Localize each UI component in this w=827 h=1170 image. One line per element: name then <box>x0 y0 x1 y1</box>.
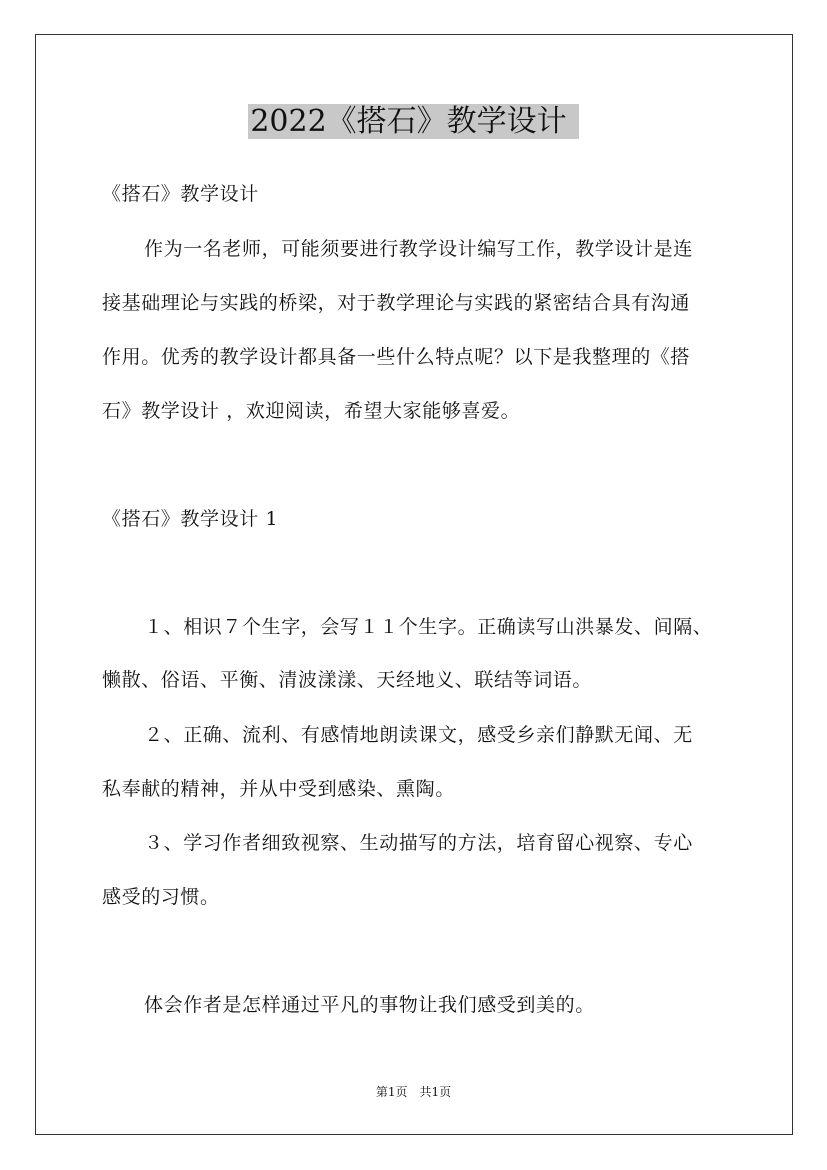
goal-line: 懒散、俗语、平衡、清波漾漾、天经地义、联结等词语。 <box>102 669 593 691</box>
goal-line: 私奉献的精神，并从中受到感染、熏陶。 <box>102 778 455 800</box>
goal-line: 感受的习惯。 <box>102 886 220 908</box>
intro-line: 作用。优秀的教学设计都具备一些什么特点呢？以下是我整理的《搭 <box>102 346 691 368</box>
section-heading: 《搭石》教学设计 1 <box>102 508 279 530</box>
closing-line: 体会作者是怎样通过平凡的事物让我们感受到美的。 <box>144 994 595 1016</box>
goal-line: １、相识７个生字，会写１１个生字。正确读写山洪暴发、间隔、 <box>144 616 713 638</box>
document-subtitle: 《搭石》教学设计 <box>102 183 259 205</box>
goal-line: ２、正确、流利、有感情地朗读课文，感受乡亲们静默无闻、无 <box>144 724 693 746</box>
intro-line: 石》教学设计 ，欢迎阅读，希望大家能够喜爱。 <box>102 400 521 422</box>
intro-line: 接基础理论与实践的桥梁，对于教学理论与实践的紧密结合具有沟通 <box>102 292 691 314</box>
document-title-text: 2022《搭石》教学设计 <box>248 104 578 139</box>
intro-line: 作为一名老师，可能须要进行教学设计编写工作，教学设计是连 <box>144 238 693 260</box>
goal-line: ３、学习作者细致视察、生动描写的方法，培育留心视察、专心 <box>144 832 693 854</box>
document-title <box>0 103 827 141</box>
page-footer: 第1页 共1页 <box>375 1085 452 1099</box>
